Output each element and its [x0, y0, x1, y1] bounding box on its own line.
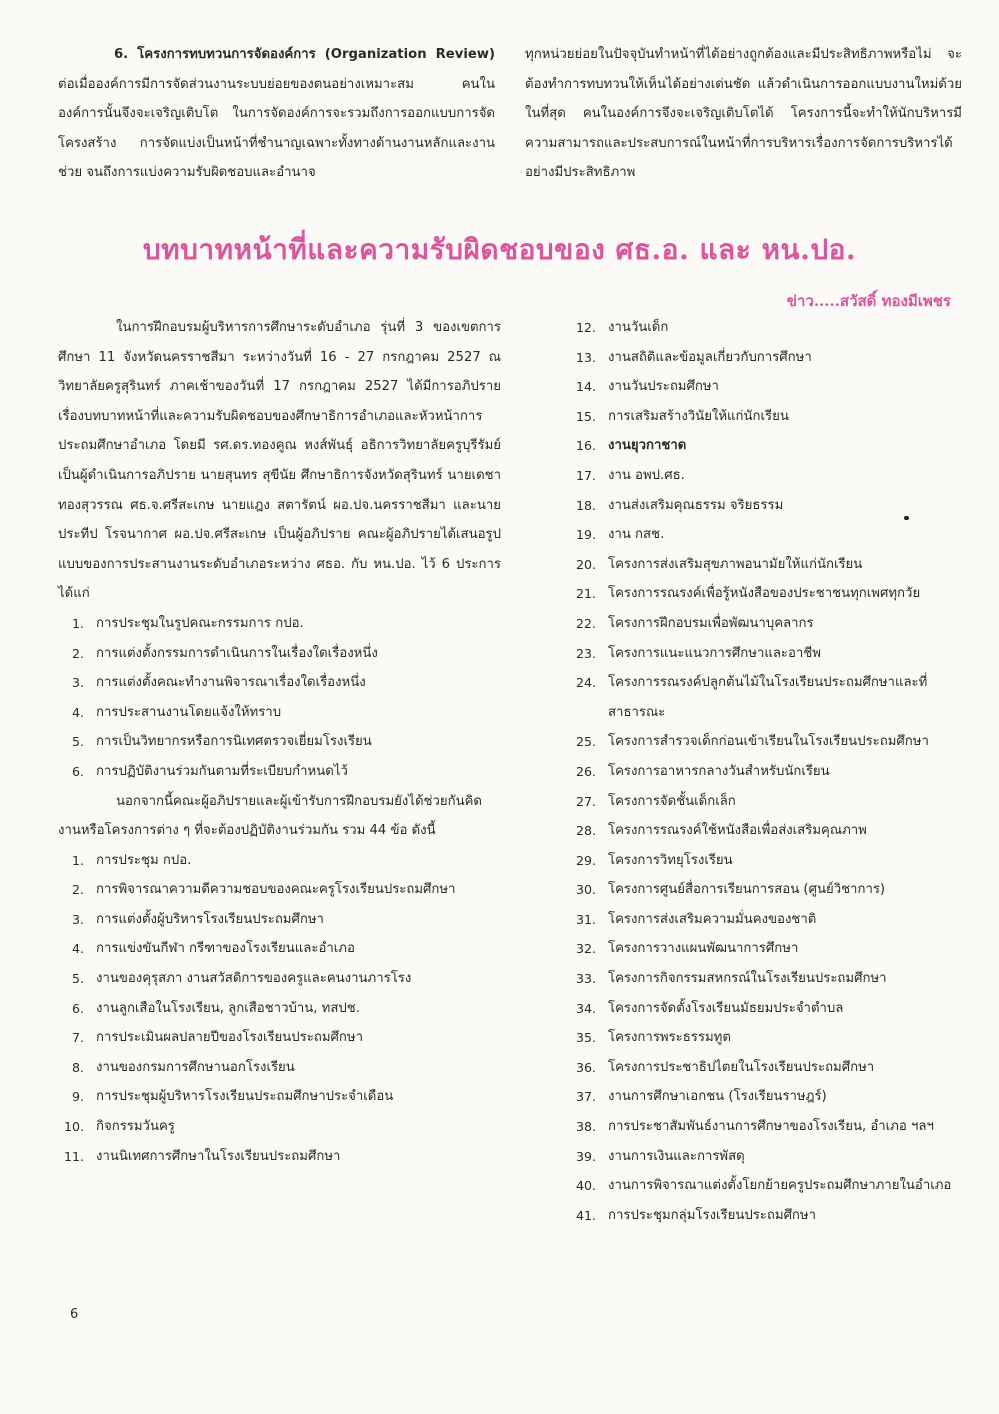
list-item: 39. งานการเงินและการพัสดุ [575, 1148, 745, 1164]
list-item: 5. การเป็นวิทยากรหรือการนิเทศตรวจเยี่ยมโรงเรียน [71, 734, 372, 750]
list-item: 4. การประสานงานโดยแจ้งให้ทราบ [71, 704, 282, 720]
list-item: 37. งานการศึกษาเอกชน (โรงเรียนราษฎร์) [575, 1089, 827, 1105]
intro-heading: 6. โครงการทบทวนการจัดองค์การ (Organization Review) [114, 47, 495, 62]
intro-right-column [525, 40, 962, 188]
list-item: 4. การแข่งขันกีฬา กรีฑาของโรงเรียนและอำเภอ [71, 941, 355, 957]
list-item: 13. งานสถิติและข้อมูลเกี่ยวกับการศึกษา [575, 349, 812, 365]
list-item: 7. การประเมินผลปลายปีของโรงเรียนประถมศึกษา [71, 1030, 363, 1046]
list-item: 25. โครงการสำรวจเด็กก่อนเข้าเรียนในโรงเรียนประถมศึกษา [575, 734, 929, 750]
list-item: 28. โครงการรณรงค์ใช้หนังสือเพื่อส่งเสริมคุณภาพ [575, 823, 867, 839]
page-number: 6 [70, 1307, 79, 1322]
list-item: 14. งานวันประถมศึกษา [575, 379, 719, 395]
list-item: 22. โครงการฝึกอบรมเพื่อพัฒนาบุคลากร [575, 615, 814, 631]
list-item: 10. กิจกรรมวันครู [63, 1119, 175, 1135]
list-item: 29. โครงการวิทยุโรงเรียน [575, 852, 733, 868]
list-item: 34. โครงการจัดตั้งโรงเรียนมัธยมประจำตำบล [575, 1000, 844, 1016]
intro-left-text: ต่อเมื่อองค์การมีการจัดส่วนงานระบบย่อยของตนอย่างเหมาะสม คนในองค์การนั้นจึงจะเจริญเติบโต ในการจัดองค์การจะรวมถึงการออกแบบการจัดโครงสร้าง การจัดแบ่งเป็นหน้าที่ชำนาญเฉพาะทั้งทางด้านงานหลักและงานช่วย จนถึงการแบ่งความรับผิดชอบและอำนาจ [58, 76, 495, 180]
ink-speck [904, 516, 909, 520]
list-item: 2. การพิจารณาความดีความชอบของคณะครูโรงเรียนประถมศึกษา [71, 882, 456, 898]
list-item: 41. การประชุมกลุ่มโรงเรียนประถมศึกษา [575, 1207, 817, 1223]
list-item: 8. งานของกรมการศึกษานอกโรงเรียน [71, 1059, 295, 1075]
list-item: 3. การแต่งตั้งผู้บริหารโรงเรียนประถมศึกษา [71, 911, 324, 927]
list-item: 38. การประชาสัมพันธ์งานการศึกษาของโรงเรียน, อำเภอ ฯลฯ [575, 1119, 934, 1135]
list-item: 27. โครงการจัดชั้นเด็กเล็ก [575, 793, 736, 809]
list-item: 30. โครงการศูนย์สื่อการเรียนการสอน (ศูนย์วิชาการ) [575, 882, 886, 898]
article-paragraph-1: ในการฝึกอบรมผู้บริหารการศึกษาระดับอำเภอ รุ่นที่ 3 ของเขตการศึกษา 11 จังหวัดนครราชสีมา ระหว่างวันที่ 16 - 27 กรกฎาคม 2527 ณ วิทยาลัยครูสุรินทร์ ภาคเช้าของวันที่ 17 กรกฎาคม 2527 ได้มีการอภิปรายเรื่องบทบาทหน้าที่และความรับผิดชอบของศึกษาธิการอำเภอและหัวหน้าการประถมศึกษาอำเภอ โดยมี รศ.ดร.ทองคูณ หงส์พันธุ์ อธิการวิทยาลัยครูบุรีรัมย์ เป็นผู้ดำเนินการอภิปราย นายสุนทร สุขีนัย ศึกษาธิการจังหวัดสุรินทร์ นายเดชา ทองสุวรรณ ศธ.จ.ศรีสะเกษ นายแฎง สตารัตน์ ผอ.ปจ.นครราชสีมา และนายประทีป โรจนากาศ ผอ.ปจ.ศรีสะเกษ เป็นผู้อภิปราย คณะผู้อภิปรายได้เสนอรูปแบบของการประสานงานระดับอำเภอระหว่าง ศธอ. กับ หน.ปอ. ไว้ 6 ประการ ได้แก่ [58, 320, 501, 602]
list-item: 31. โครงการส่งเสริมความมั่นคงของชาติ [575, 911, 817, 927]
list-item: 12. งานวันเด็ก [575, 320, 669, 335]
list-item: 33. โครงการกิจกรรมสหกรณ์ในโรงเรียนประถมศึกษา [575, 971, 887, 987]
list-item: 6. การปฏิบัติงานร่วมกันตามที่ระเบียบกำหนดไว้ [71, 763, 348, 779]
list-item: 32. โครงการวางแผนพัฒนาการศึกษา [575, 941, 799, 957]
list-item: 26. โครงการอาหารกลางวันสำหรับนักเรียน [575, 763, 830, 779]
list-item: 23. โครงการแนะแนวการศึกษาและอาชีพ [575, 645, 821, 661]
projects-list-right [574, 313, 964, 1230]
list-item: 3. การแต่งตั้งคณะทำงานพิจารณาเรื่องใดเรื่องหนึ่ง [71, 675, 366, 691]
list-item: 20. โครงการส่งเสริมสุขภาพอนามัยให้แก่นักเรียน [575, 556, 863, 572]
coordination-forms-list [58, 609, 501, 787]
list-item: 21. โครงการรณรงค์เพื่อรู้หนังสือของประชาชนทุกเพศทุกวัย [575, 586, 921, 602]
list-item: 16. งานยุวกาชาด [575, 438, 687, 454]
projects-list-left [58, 846, 501, 1172]
article-byline: ข่าว.....สวัสดิ์ ทองมีเพชร [786, 292, 951, 310]
list-item: 40. งานการพิจารณาแต่งตั้งโยกย้ายครูประถมศึกษาภายในอำเภอ [575, 1178, 952, 1194]
article-title: บทบาทหน้าที่และความรับผิดชอบของ ศธ.อ. และ หน.ปอ. [142, 233, 857, 266]
list-item: 35. โครงการพระธรรมทูต [575, 1030, 731, 1046]
intro-section [58, 40, 962, 188]
list-item: 5. งานของคุรุสภา งานสวัสดิการของครูและคนงานภารโรง [71, 971, 412, 987]
list-item: 19. งาน กสช. [575, 527, 665, 543]
list-item: 1. การประชุมในรูปคณะกรรมการ กปอ. [71, 615, 304, 631]
list-item: 9. การประชุมผู้บริหารโรงเรียนประถมศึกษาประจำเดือน [71, 1089, 394, 1105]
article-right-column [574, 313, 964, 1230]
intro-right-text: ทุกหน่วยย่อยในปัจจุบันทำหน้าที่ได้อย่างถูกต้องและมีประสิทธิภาพหรือไม่ จะต้องทำการทบทวนให้เห็นได้อย่างเด่นชัด แล้วดำเนินการออกแบบงานใหม่ด้วยในที่สุด คนในองค์การจึงจะเจริญเติบโตได้ โครงการนี้จะทำให้นักบริหารมีความสามารถและประสบการณ์ในหน้าที่การบริหารเรื่องการจัดการบริหารได้อย่างมีประสิทธิภาพ [525, 47, 962, 180]
list-item: 18. งานส่งเสริมคุณธรรม จริยธรรม [575, 497, 784, 513]
list-item: 36. โครงการประชาธิปไตยในโรงเรียนประถมศึกษา [575, 1059, 875, 1075]
list-item: 2. การแต่งตั้งกรรมการดำเนินการในเรื่องใดเรื่องหนึ่ง [71, 645, 378, 661]
article-paragraph-2: นอกจากนี้คณะผู้อภิปรายและผู้เข้ารับการฝึกอบรมยังได้ช่วยกันคิดงานหรือโครงการต่าง ๆ ที่จะต้องปฏิบัติงานร่วมกัน รวม 44 ข้อ ดังนี้ [58, 793, 482, 839]
list-item: 11. งานนิเทศการศึกษาในโรงเรียนประถมศึกษา [63, 1148, 341, 1164]
list-item: 6. งานลูกเสือในโรงเรียน, ลูกเสือชาวบ้าน, ทสปช. [71, 1000, 360, 1016]
list-item: 17. งาน อพป.ศธ. [575, 467, 685, 483]
list-item: 24. โครงการรณรงค์ปลูกต้นไม้ในโรงเรียนประถมศึกษาและที่สาธารณะ [575, 675, 928, 720]
list-item: 1. การประชุม กปอ. [71, 852, 192, 868]
intro-left-column [58, 40, 495, 188]
article-left-column [58, 313, 501, 1171]
list-item: 15. การเสริมสร้างวินัยให้แก่นักเรียน [575, 408, 789, 424]
